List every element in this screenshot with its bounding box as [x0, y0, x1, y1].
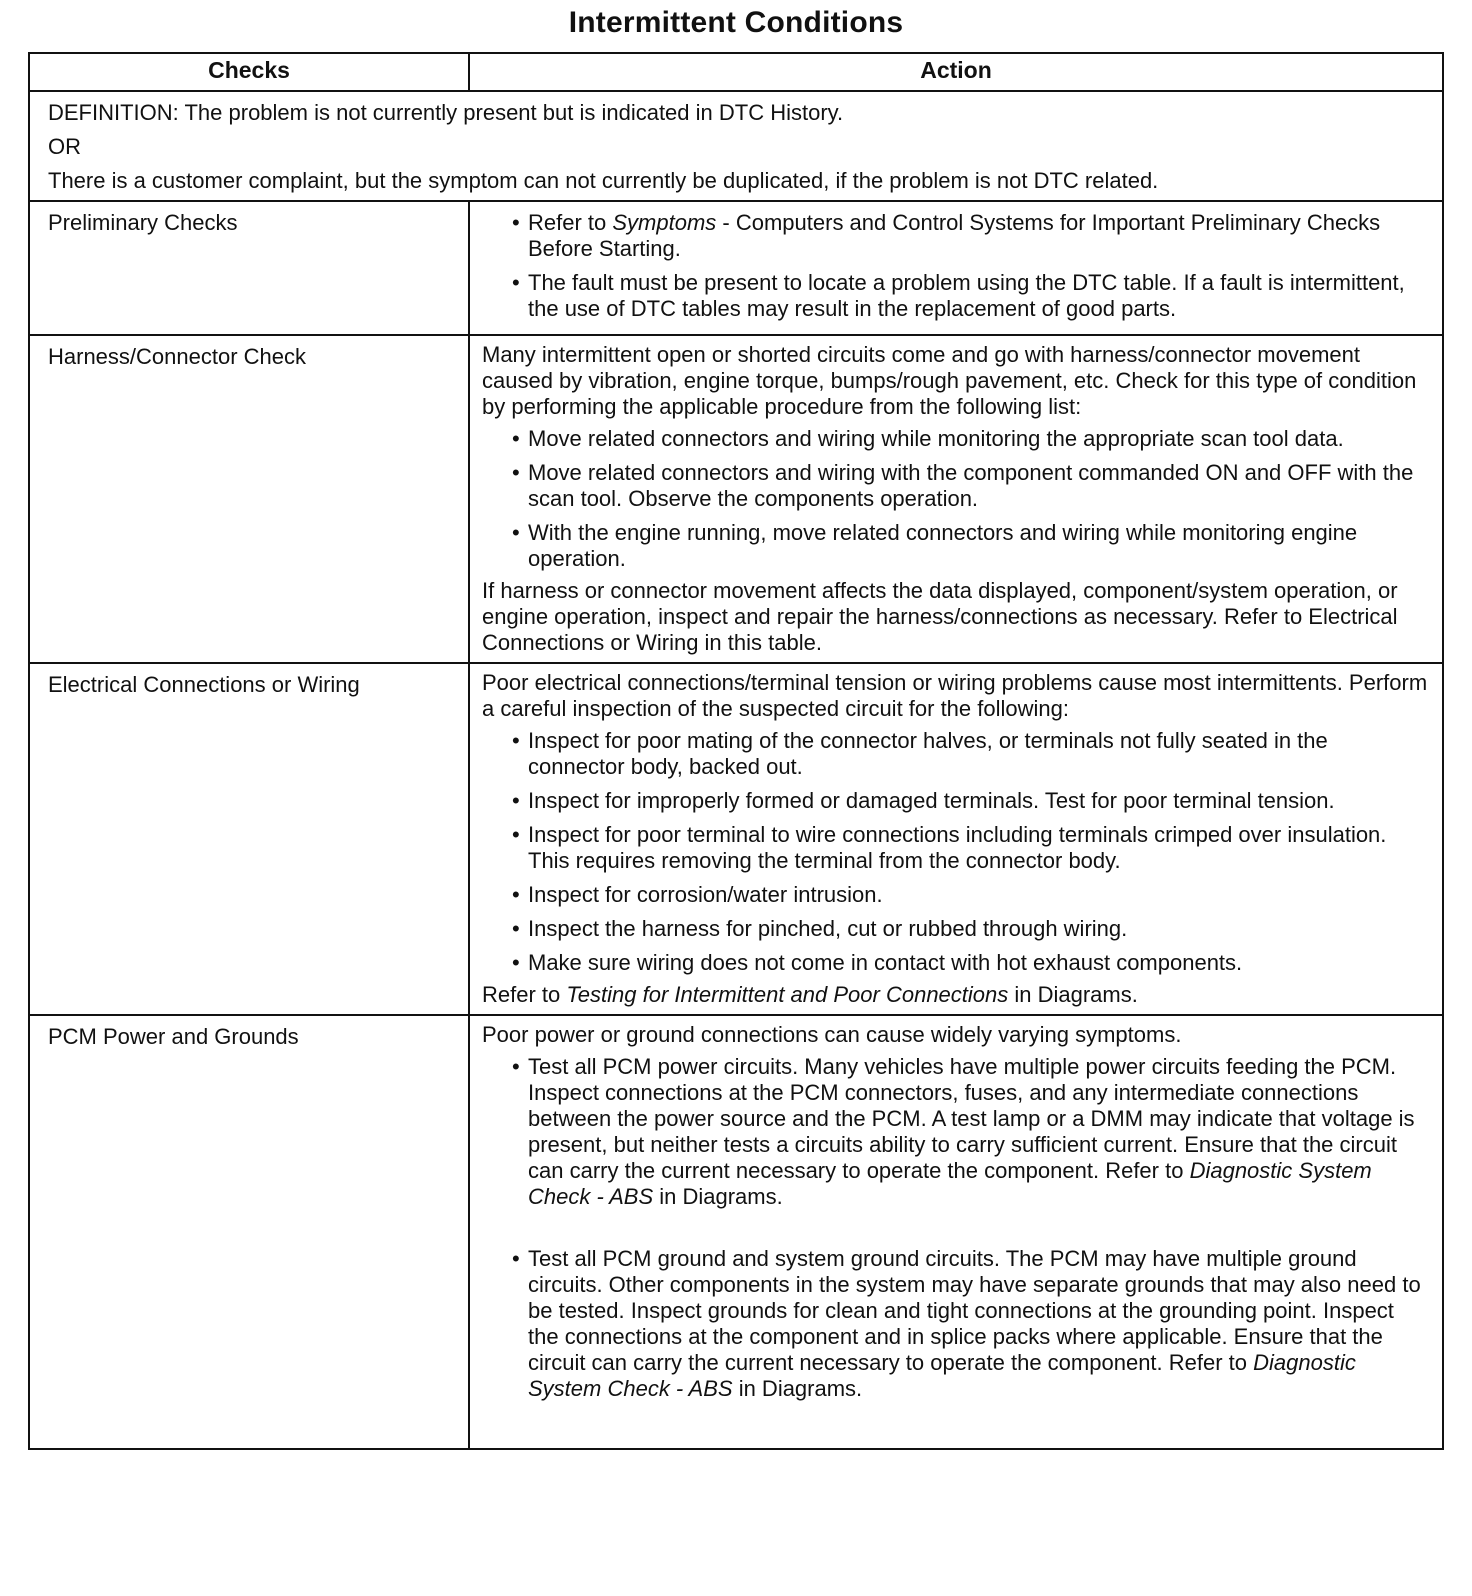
action-cell: [469, 335, 1443, 663]
intermittent-conditions-table: [28, 52, 1444, 1450]
action-bullet-list: [482, 728, 1430, 976]
action-outro: If harness or connector movement affects the data displayed, component/system operation, or engine operation, inspect and repair the harness/connections as necessary. Refer to Electrical Connections or Wiring in this table.: [482, 578, 1398, 655]
check-name: Harness/Connector Check: [29, 335, 469, 663]
document-title: Intermittent Conditions: [568, 6, 904, 39]
definition-or: OR: [48, 134, 81, 159]
bullet-icon: •: [512, 520, 520, 545]
list-item: • Make sure wiring does not come in contact with hot exhaust components.: [512, 950, 1243, 975]
check-name: Preliminary Checks: [29, 201, 469, 335]
list-item: • The fault must be present to locate a problem using the DTC table. If a fault is intermittent, the use of DTC tables may result in the replacement of good parts.: [512, 270, 1405, 321]
bullet-icon: •: [512, 882, 520, 907]
diagnostic-reference: Diagnostic System Check - ABS: [528, 1158, 1372, 1209]
list-item: • Inspect the harness for pinched, cut or rubbed through wiring.: [512, 916, 1128, 941]
diagnostic-reference: Diagnostic System Check - ABS: [528, 1350, 1356, 1401]
bullet-icon: •: [512, 210, 520, 235]
definition-row: [29, 91, 1443, 201]
definition-alt-text: There is a customer complaint, but the symptom can not currently be duplicated, if the problem is not DTC related.: [48, 168, 1159, 193]
list-item: • Refer to Symptoms - Computers and Control Systems for Important Preliminary Checks Before Starting.: [512, 210, 1381, 261]
bullet-icon: •: [512, 1054, 520, 1079]
bullet-icon: •: [512, 728, 520, 753]
list-item: • Test all PCM ground and system ground circuits. The PCM may have multiple ground circuits. Other components in the system may have separate grounds that may also need to be tested. Inspect grounds for clean and tight connections at the grounding point. Inspect the connections at the component and in splice packs where applicable. Ensure that the circuit can carry the current necessary to operate the component. Refer to Diagnostic System Check - ABS in Diagrams.: [512, 1246, 1421, 1401]
action-outro: Refer to Testing for Intermittent and Poor Connections in Diagrams.: [482, 982, 1138, 1007]
action-intro: Poor electrical connections/terminal tension or wiring problems cause most intermittents. Perform a careful inspection of the suspected circuit for the following:: [482, 670, 1428, 721]
list-item: • Inspect for improperly formed or damaged terminals. Test for poor terminal tension.: [512, 788, 1335, 813]
definition-cell: [29, 91, 1443, 201]
symptoms-reference: Symptoms: [612, 210, 717, 235]
bullet-icon: •: [512, 950, 520, 975]
action-bullet-list: [482, 426, 1430, 572]
list-item: • With the engine running, move related connectors and wiring while monitoring engine operation.: [512, 520, 1358, 571]
bullet-icon: •: [512, 460, 520, 485]
bullet-icon: •: [512, 788, 520, 813]
bullet-icon: •: [512, 916, 520, 941]
list-item: • Move related connectors and wiring with the component commanded ON and OFF with the scan tool. Observe the components operation.: [512, 460, 1414, 511]
action-cell: [469, 1015, 1443, 1449]
action-column-header: Action: [469, 53, 1443, 91]
action-bullet-list: [482, 1054, 1430, 1402]
list-item: • Inspect for poor mating of the connector halves, or terminals not fully seated in the connector body, backed out.: [512, 728, 1328, 779]
check-name: PCM Power and Grounds: [29, 1015, 469, 1449]
table-row: [29, 1015, 1443, 1449]
list-item: • Inspect for corrosion/water intrusion.: [512, 882, 883, 907]
action-intro: Many intermittent open or shorted circuits come and go with harness/connector movement caused by vibration, engine torque, bumps/rough pavement, etc. Check for this type of condition by performing the applicable procedure from the following list:: [482, 342, 1417, 419]
action-bullet-list: [482, 210, 1430, 322]
list-item: • Inspect for poor terminal to wire connections including terminals crimped over insulation. This requires removing the terminal from the connector body.: [512, 822, 1387, 873]
list-item: • Move related connectors and wiring while monitoring the appropriate scan tool data.: [512, 426, 1344, 451]
action-intro: Poor power or ground connections can cause widely varying symptoms.: [482, 1022, 1182, 1047]
table-row: [29, 335, 1443, 663]
table-row: [29, 663, 1443, 1015]
testing-reference: Testing for Intermittent and Poor Connections: [566, 982, 1009, 1007]
definition-text: DEFINITION: The problem is not currently present but is indicated in DTC History.: [48, 100, 844, 125]
action-cell: [469, 201, 1443, 335]
action-cell: [469, 663, 1443, 1015]
bullet-icon: •: [512, 1246, 520, 1271]
checks-column-header: Checks: [29, 53, 469, 91]
table-row: [29, 201, 1443, 335]
bullet-icon: •: [512, 426, 520, 451]
bullet-icon: •: [512, 270, 520, 295]
table-header-row: [29, 53, 1443, 91]
check-name: Electrical Connections or Wiring: [29, 663, 469, 1015]
list-item: • Test all PCM power circuits. Many vehicles have multiple power circuits feeding the PCM. Inspect connections at the PCM connectors, fuses, and any intermediate connections between the power source and the PCM. A test lamp or a DMM may indicate that voltage is present, but neither tests a circuits ability to carry sufficient current. Ensure that the circuit can carry the current necessary to operate the component. Refer to Diagnostic System Check - ABS in Diagrams.: [512, 1054, 1415, 1209]
bullet-icon: •: [512, 822, 520, 847]
